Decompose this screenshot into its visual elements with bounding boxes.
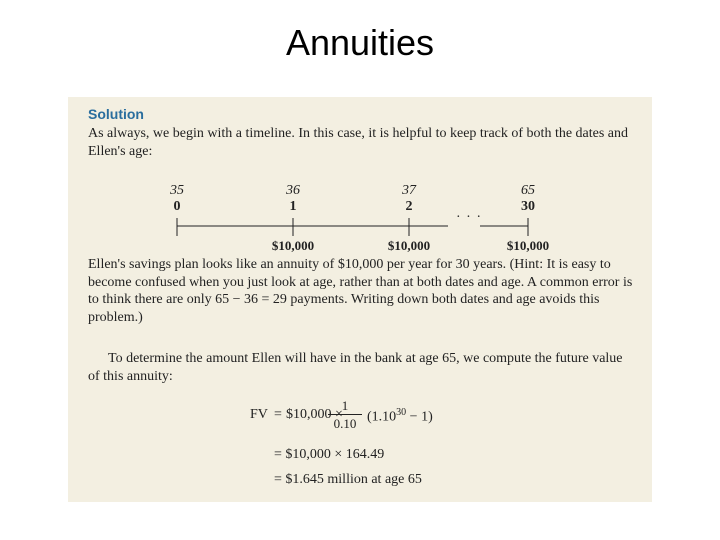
equation-fraction	[328, 399, 362, 432]
timeline-axis	[68, 97, 652, 267]
cash-flow-label: $10,000	[271, 238, 315, 253]
equation-growth-term	[367, 407, 433, 426]
solution-panel	[68, 97, 652, 502]
fraction-bar	[328, 414, 362, 415]
growth-exponent: 30	[396, 407, 407, 418]
period-label: 0	[173, 199, 181, 214]
timeline	[68, 97, 652, 267]
equation-line-2: = $10,000 × 164.49	[274, 447, 385, 462]
age-label: 37	[402, 183, 416, 198]
age-label: 65	[521, 183, 535, 198]
period-label: 1	[289, 199, 297, 214]
age-label: 35	[170, 183, 184, 198]
hint-paragraph: Ellen's savings plan looks like an annuity of $10,000 per year for 30 years. (Hint: It is easy to become confused when you just look at age, rather than at both dates and age. A common error is to think there are only 65 − 36 = 29 payments. Writing down both dates and age avoids this problem.)	[88, 257, 633, 325]
period-label: 2	[405, 199, 413, 214]
equation-principal: $10,000 ×	[286, 407, 343, 422]
cash-flow-label: $10,000	[387, 238, 431, 253]
growth-tail: − 1)	[406, 409, 433, 425]
equation-line-3: = $1.645 million at age 65	[274, 472, 422, 487]
timeline-ellipsis: · · ·	[456, 210, 482, 225]
growth-base: (1.10	[367, 409, 397, 425]
future-value-paragraph: To determine the amount Ellen will have in the bank at age 65, we compute the future value of this annuity:	[88, 351, 623, 384]
fraction-denominator: 0.10	[333, 416, 357, 431]
equation-lhs: FV	[250, 407, 268, 422]
solution-heading: Solution	[88, 106, 144, 122]
cash-flow-label: $10,000	[506, 238, 550, 253]
intro-paragraph: As always, we begin with a timeline. In this case, it is helpful to keep track of both the dates and Ellen's age:	[88, 126, 629, 159]
equation-equals: =	[274, 407, 282, 422]
slide-title: Annuities	[285, 22, 435, 63]
fraction-numerator: 1	[341, 398, 349, 413]
age-label: 36	[286, 183, 300, 198]
period-label: 30	[521, 199, 535, 214]
